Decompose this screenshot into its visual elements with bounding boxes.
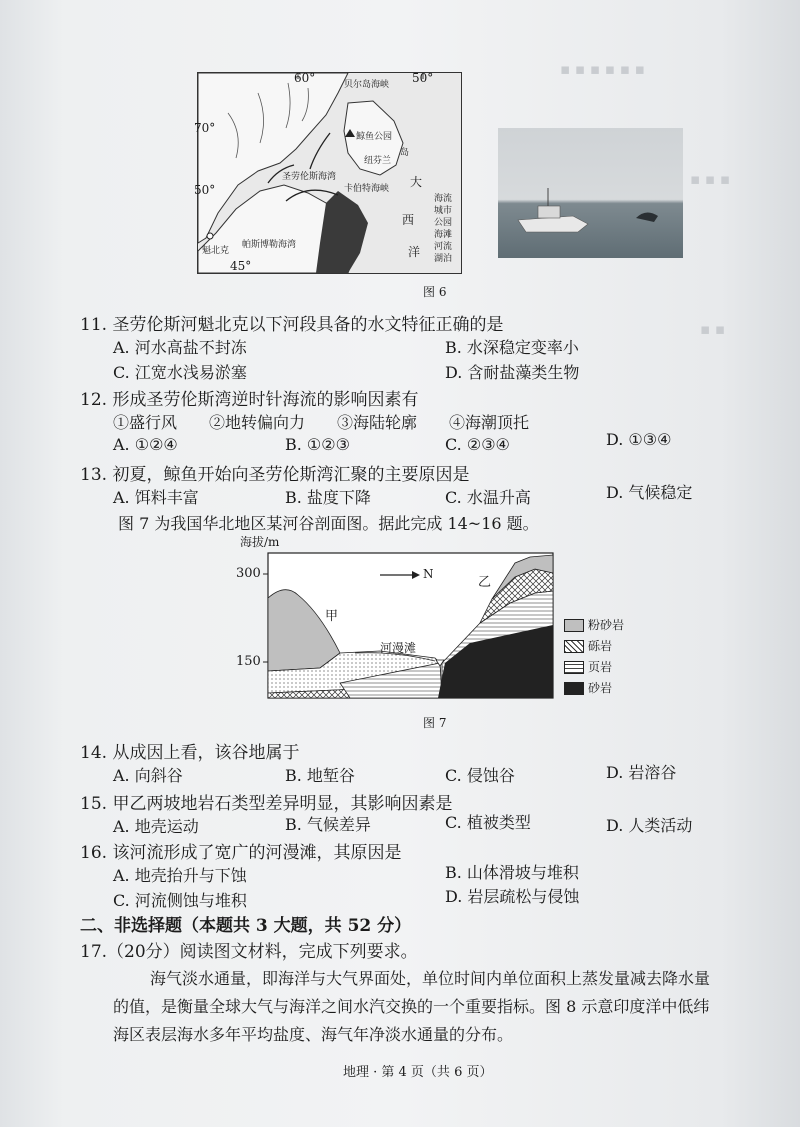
q14-option-c: C. 侵蚀谷 [445,766,515,785]
q14-stem: 14. 从成因上看，该谷地属于 [80,743,300,763]
q17-paragraph-line: 海区表层海水多年平均盐度、海气年净淡水通量的分布。 [113,1025,514,1044]
figure7-legend [564,615,624,699]
q15-option-d: D. 人类活动 [606,816,693,835]
place-label: 大 [410,175,423,189]
y-axis-label: 海拔/m [240,535,280,549]
q12-stem: 12. 形成圣劳伦斯湾逆时针海流的影响因素有 [80,390,419,410]
bleed-through-decoration: ▪ ▪ ▪ ▪ ▪ ▪ [560,60,645,78]
bleed-through-decoration: ▪ ▪ [700,320,726,338]
q12-factors: ①盛行风 ②地转偏向力 ③海陆轮廓 ④海潮顶托 [113,413,530,432]
q16-option-b: B. 山体滑坡与堆积 [445,863,579,882]
q13-stem: 13. 初夏，鲸鱼开始向圣劳伦斯湾汇聚的主要原因是 [80,465,470,485]
place-label: 岛 [400,148,410,158]
q15-option-b: B. 气候差异 [285,815,371,834]
legend-label: 粉砂岩 [588,618,625,632]
place-label: 西 [402,213,415,227]
q15-option-c: C. 植被类型 [445,813,531,832]
place-label: 鲸鱼公园 [356,132,393,142]
boat-photo-svg [498,128,683,258]
q11-option-c: C. 江宽水浅易淤塞 [113,363,247,382]
slope-label-yi: 乙 [478,575,492,590]
bottom-lon-label: 45° [230,259,252,273]
legend-item [564,636,624,657]
siltstone-swatch [564,619,584,632]
q12-option-a: A. ①②④ [113,435,178,454]
y-tick-label: 300 [236,566,261,581]
legend-label: 砂岩 [588,681,613,695]
page-footer: 地理 · 第 4 页（共 6 页） [343,1065,493,1080]
lat-label: 70° [194,121,216,135]
q14-option-a: A. 向斜谷 [113,766,183,785]
place-label: 卡伯特海峡 [344,184,390,194]
figure7-intro: 图 7 为我国华北地区某河谷剖面图。据此完成 14~16 题。 [118,514,539,533]
slope-label-jia: 甲 [325,609,339,624]
whale-tail-icon [636,212,658,222]
section-two-heading: 二、非选择题（本题共 3 大题，共 52 分） [80,916,412,936]
lat-label: 50° [194,183,216,197]
y-tick-label: 150 [236,654,261,669]
legend-item: 公园 [434,218,453,228]
q13-option-b: B. 盐度下降 [285,488,371,507]
legend-label: 页岩 [588,660,613,674]
q11-option-a: A. 河水高盐不封冻 [113,338,247,357]
q12-option-c: C. ②③④ [445,435,510,454]
figure7-caption: 图 7 [423,716,447,730]
q11-option-d: D. 含耐盐藻类生物 [445,363,580,382]
figure6-map [194,71,462,274]
legend-item: 海流 [434,194,453,204]
q14-option-d: D. 岩溶谷 [606,763,677,782]
city-symbol-icon [207,233,213,239]
lon-label: 50° [412,71,434,85]
figure6-caption: 图 6 [423,285,447,299]
lon-label: 60° [294,71,316,85]
legend-item: 湖泊 [434,254,453,264]
q11-option-b: B. 水深稳定变率小 [445,338,579,357]
legend-item: 城市 [434,206,453,216]
legend-item [564,615,624,636]
q17-paragraph-line: 的值，是衡量全球大气与海洋之间水汽交换的一个重要指标。图 8 示意印度洋中低纬 [113,997,710,1016]
shale-swatch [564,661,584,674]
q16-stem: 16. 该河流形成了宽广的河漫滩，其原因是 [80,843,402,863]
legend-label: 砾岩 [588,639,613,653]
q14-option-b: B. 地堑谷 [285,766,355,785]
q13-option-c: C. 水温升高 [445,488,531,507]
q12-option-b: B. ①②③ [285,435,350,454]
figure7-profile [230,533,650,713]
q13-option-d: D. 气候稳定 [606,483,693,502]
legend-item [564,678,624,699]
bleed-through-decoration: ▪ ▪ ▪ [690,170,731,188]
legend-item [564,657,624,678]
floodplain-label: 河漫滩 [380,641,417,655]
place-label: 魁北克 [202,246,230,256]
sandstone-swatch [564,682,584,695]
q12-option-d: D. ①③④ [606,430,672,449]
q16-option-d: D. 岩层疏松与侵蚀 [445,887,580,906]
q16-option-a: A. 地壳抬升与下蚀 [113,866,247,885]
legend-item: 河流 [434,242,453,252]
q17-stem: 17.（20分）阅读图文材料，完成下列要求。 [80,942,418,962]
place-label: 贝尔岛海峡 [344,80,390,90]
q11-stem: 11. 圣劳伦斯河魁北克以下河段具备的水文特征正确的是 [80,315,504,335]
direction-label: N [423,567,434,581]
map-legend [434,193,452,265]
place-label: 纽芬兰 [364,156,392,166]
place-label: 圣劳伦斯海湾 [282,172,337,182]
q13-option-a: A. 饵料丰富 [113,488,199,507]
conglomerate-swatch [564,640,584,653]
q17-paragraph-line: 海气淡水通量，即海洋与大气界面处，单位时间内单位面积上蒸发量减去降水量 [150,969,711,988]
figure6-photo [498,128,683,258]
q16-option-c: C. 河流侧蚀与堆积 [113,891,247,910]
legend-item: 海滩 [434,230,453,240]
place-label: 帕斯博勒海湾 [242,240,297,250]
q15-stem: 15. 甲乙两坡地岩石类型差异明显，其影响因素是 [80,794,453,814]
q15-option-a: A. 地壳运动 [113,817,199,836]
place-label: 洋 [408,245,421,259]
